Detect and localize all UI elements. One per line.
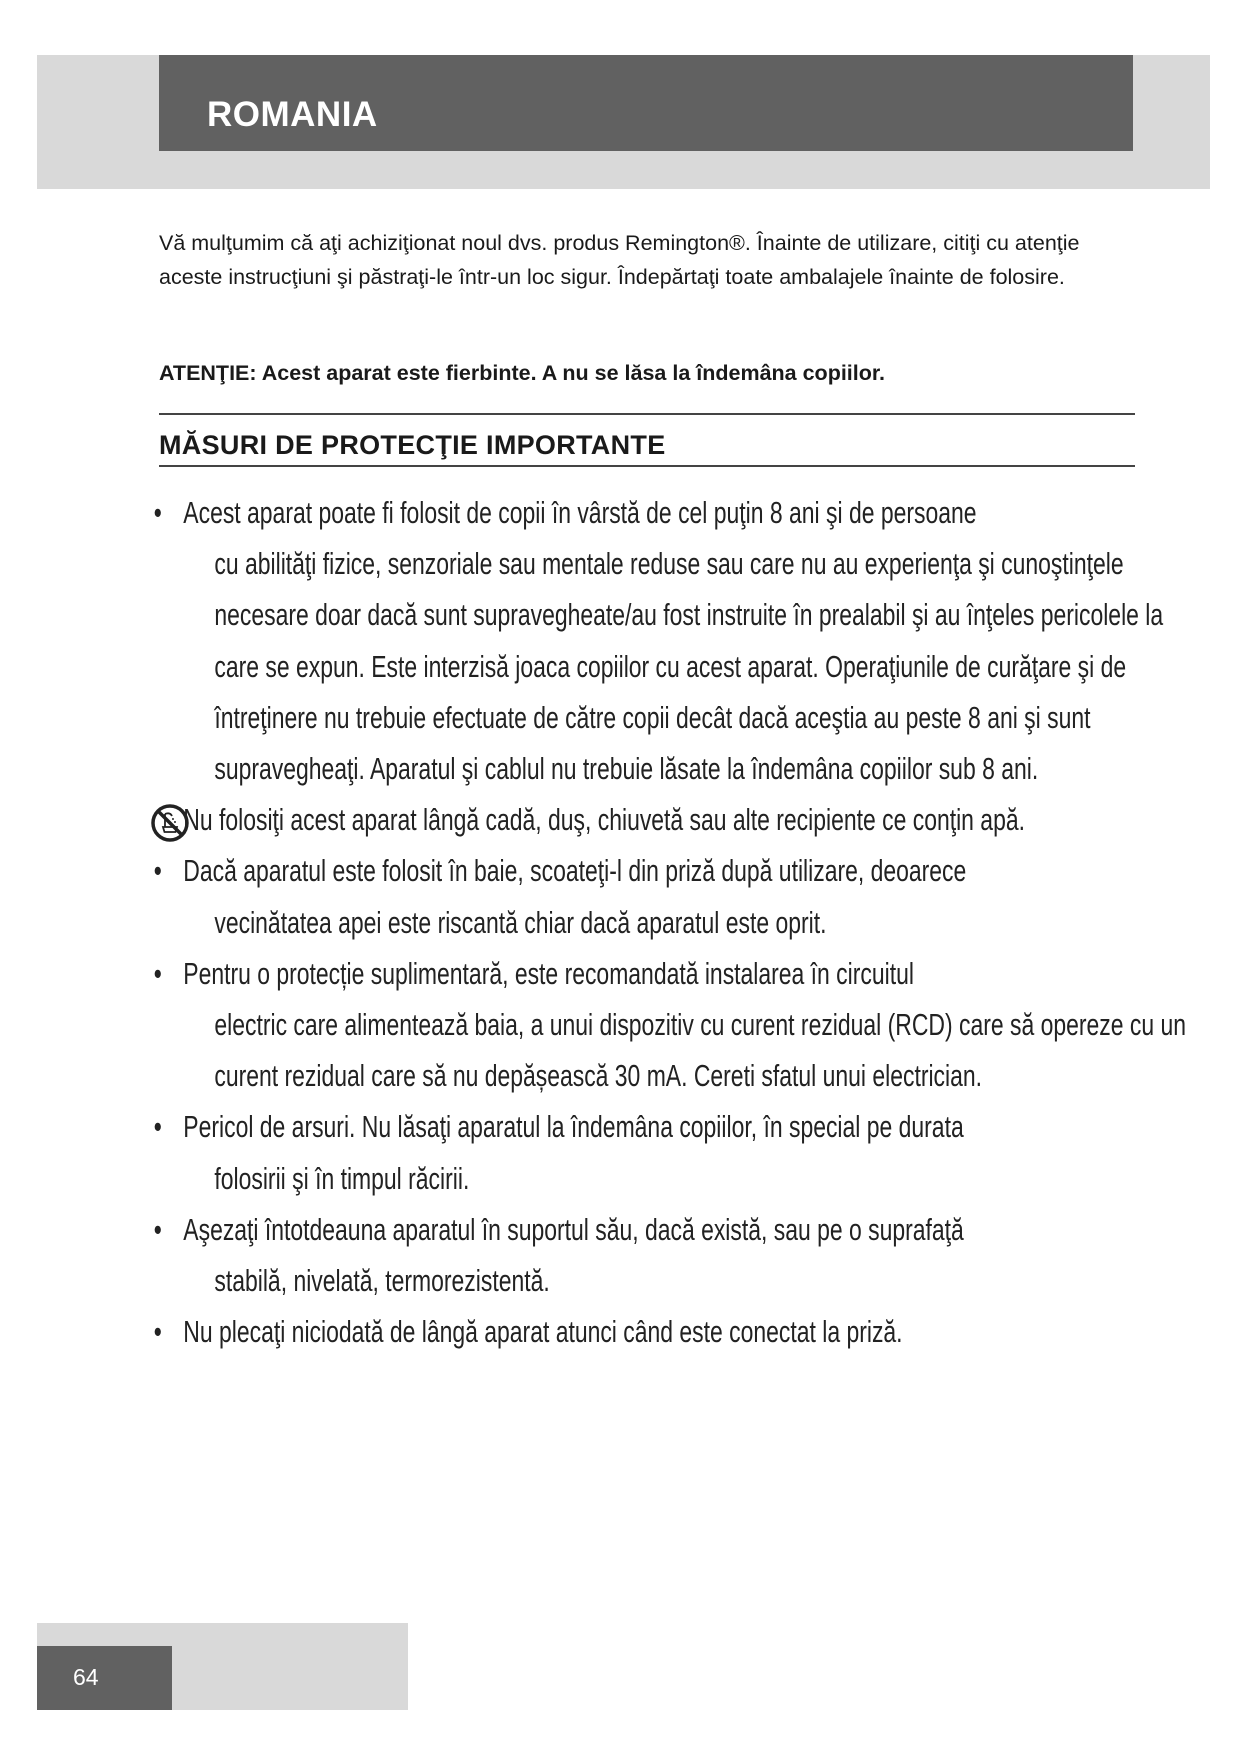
page-number: 64 xyxy=(73,1664,99,1690)
list-item xyxy=(150,1204,1186,1306)
safety-list xyxy=(150,487,1186,1357)
list-item-continuation: folosirii şi în timpul răcirii. xyxy=(214,1160,470,1196)
list-item-first-line: Dacă aparatul este folosit în baie, scoateţi-l din priză după utilizare, deoarece xyxy=(183,853,967,889)
list-item xyxy=(150,794,1186,845)
list-item-first-line: Nu folosiţi acest aparat lângă cadă, duş, chiuvetă sau alte recipiente ce conţin apă. xyxy=(183,802,1025,838)
warning-text: ATENŢIE: Acest aparat este fierbinte. A nu se lăsa la îndemâna copiilor. xyxy=(159,361,886,385)
heading-rule-bottom xyxy=(159,465,1135,467)
intro-paragraph: Vă mulţumim că aţi achiziţionat noul dvs. produs Remington®. Înainte de utilizare, citiţi cu atenţie aceste instrucţiuni şi păstraţi-le într-un loc sigur. Îndepărtaţi toate ambalajele înainte de folosire. xyxy=(159,231,1080,289)
list-item xyxy=(150,1101,1186,1203)
list-item-first-line: Aşezaţi întotdeauna aparatul în suportul său, dacă există, sau pe o suprafaţă xyxy=(183,1211,964,1247)
bullet-marker: • xyxy=(153,1211,162,1247)
list-item xyxy=(150,845,1186,947)
list-item-continuation: cu abilităţi fizice, senzoriale sau mentale reduse sau care nu au experienţa şi cunoştinţele necesare doar dacă sunt supravegheate/au fost instruite în prealabil şi au înţeles pericolele la care se expun. Este interzisă joaca copiilor cu acest aparat. Operaţiunile de curăţare şi de întreţinere nu trebuie efectuate de către copii decât dacă aceştia au peste 8 ani şi sunt supravegheaţi. Aparatul şi cablul nu trebuie lăsate la îndemâna copiilor sub 8 ani. xyxy=(214,546,1164,787)
list-item-first-line: Pericol de arsuri. Nu lăsaţi aparatul la îndemâna copiilor, în special pe durata xyxy=(183,1109,964,1145)
footer-box xyxy=(37,1646,172,1710)
bullet-marker: • xyxy=(153,1314,162,1350)
bullet-marker: • xyxy=(153,955,162,991)
header-box xyxy=(159,55,1133,151)
list-item-first-line: Pentru o protecție suplimentară, este recomandată instalarea în circuitul xyxy=(183,955,914,991)
bullet-marker: • xyxy=(153,495,162,530)
list-item-continuation: stabilă, nivelată, termorezistentă. xyxy=(214,1263,550,1299)
list-item xyxy=(150,1306,1186,1357)
list-item xyxy=(150,487,1186,794)
heading-rule-top xyxy=(159,413,1135,415)
no-water-icon xyxy=(150,803,190,843)
list-item-continuation: vecinătatea apei este riscantă chiar dacă aparatul este oprit. xyxy=(214,904,827,940)
page-title: ROMANIA xyxy=(207,95,378,134)
list-item-continuation: electric care alimentează baia, a unui dispozitiv cu curent rezidual (RCD) care să opereze cu un curent rezidual care să nu depășească 30 mA. Cereti sfatul unui electrician. xyxy=(214,1007,1186,1094)
section-heading: MĂSURI DE PROTECŢIE IMPORTANTE xyxy=(159,430,666,460)
list-item-first-line: Nu plecaţi niciodată de lângă aparat atunci când este conectat la priză. xyxy=(183,1314,903,1350)
bullet-marker: • xyxy=(153,1109,162,1145)
list-item-first-line: Acest aparat poate fi folosit de copii în vârstă de cel puţin 8 ani şi de persoane xyxy=(183,495,977,530)
list-item xyxy=(150,948,1186,1102)
bullet-marker: • xyxy=(153,853,162,889)
